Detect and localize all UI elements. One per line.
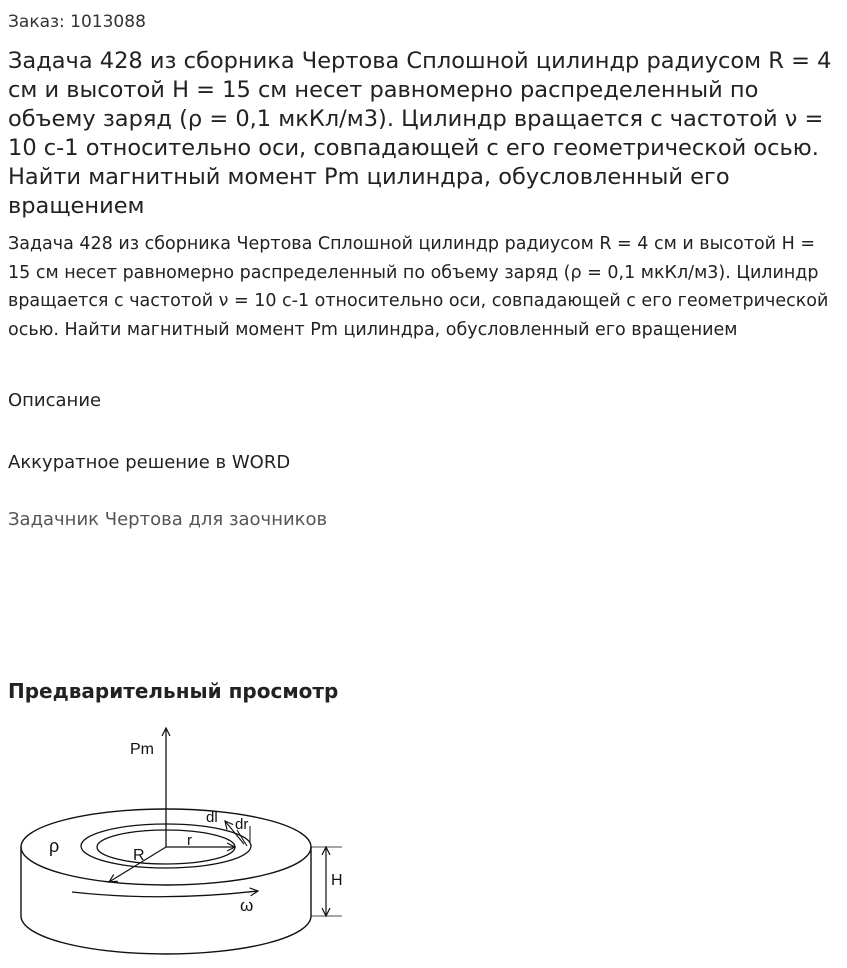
page-title: Задача 428 из сборника Чертова Сплошной цилиндр радиусом R = 4 см и высотой H = 15 см несет равномерно распределенный по объему заряд (ρ = 0,1 мкКл/м3). Цилиндр вращается с частотой ν = 10 с-1 относительно оси, совпадающей с его геометрической осью. Найти магнитный момент Pm цилиндра, обусловленный его вращением [8,48,832,219]
label-rho: ρ [49,836,60,856]
label-omega: ω [240,896,254,915]
preview-heading: Предварительный просмотр [8,679,339,703]
description-section-label: Описание [8,390,102,411]
label-h: H [331,872,343,889]
solution-format-note: Аккуратное решение в WORD [8,452,291,473]
problem-book-link[interactable]: Задачник Чертова для заочников [8,509,328,530]
rotation-arrow [72,891,258,897]
order-number: Заказ: 1013088 [8,12,146,32]
label-big-r: R [133,847,145,864]
label-dr: dr [235,816,249,833]
label-dl: dl [206,809,218,826]
problem-description: Задача 428 из сборника Чертова Сплошной цилиндр радиусом R = 4 см и высотой H = 15 см несет равномерно распределенный по объему заряд (ρ = 0,1 мкКл/м3). Цилиндр вращается с частотой ν = 10 с-1 относительно оси, совпадающей с его геометрической осью. Найти магнитный момент Pm цилиндра, обусловленный его вращением [8,234,829,340]
label-pm: Pm [130,741,154,758]
cylinder-bottom-arc [21,916,311,954]
label-small-r: r [187,832,192,849]
preview-figure [12,720,352,960]
cylinder-diagram [12,720,352,960]
